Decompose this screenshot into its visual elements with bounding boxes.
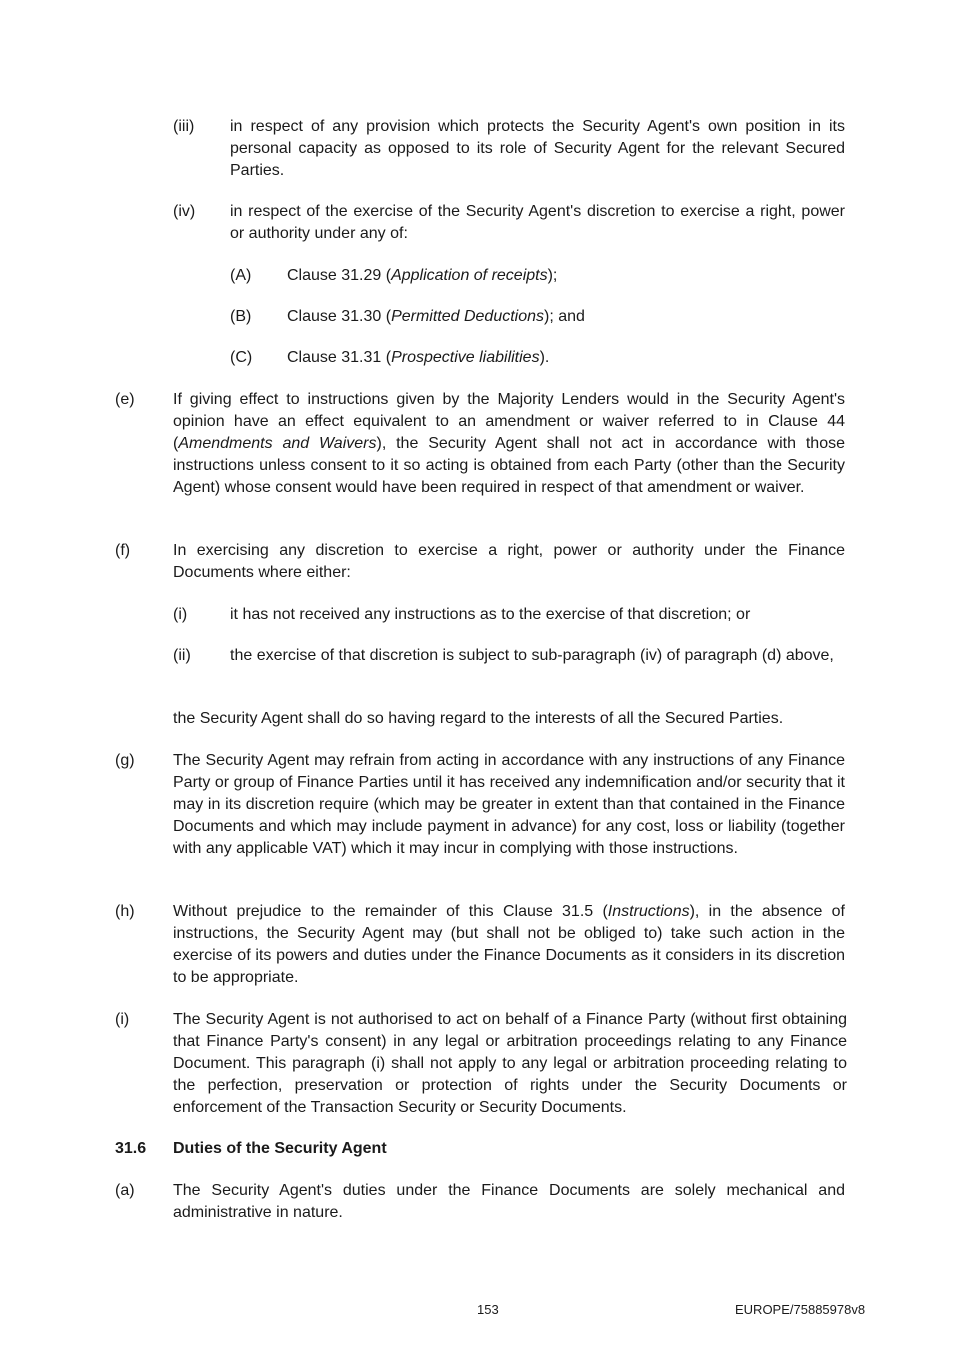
section-title: Duties of the Security Agent (173, 1140, 387, 1157)
para-iv-text: in respect of the exercise of the Security Agent's discretion to exercise a right, power or authority under any of: (230, 203, 845, 242)
para-f-tail-text: the Security Agent shall do so having regard to the interests of all the Secured Parties. (173, 710, 784, 727)
para-label-C: (C) (230, 349, 253, 366)
para-label-f-ii: (ii) (173, 647, 191, 664)
para-label-g: (g) (115, 752, 135, 769)
para-label-B: (B) (230, 308, 252, 325)
para-A-text: Clause 31.29 (Application of receipts); (287, 267, 558, 284)
para-g-text: The Security Agent may refrain from acting in accordance with any instructions of any Finance Party or group of Finance Parties until it has received any indemnification and/or security that it may in its discretion require (which may be greater in extent than that contained in the Finance Documents and which may include payment in advance) for any cost, loss or liability (together with any applicable VAT) which it may incur in complying with those instructions. (173, 752, 845, 857)
para-e-text: If giving effect to instructions given by the Majority Lenders would in the Security Agent's opinion have an effect equivalent to an amendment or waiver referred to in Clause 44 (Amendments and Waivers), the Security Agent shall not act in accordance with those instructions unless consent to it so acting is obtained from each Party (other than the Security Agent) whose consent would have been required in respect of that amendment or waiver. (173, 391, 845, 496)
para-label-A: (A) (230, 267, 252, 284)
para-iii-text: in respect of any provision which protects the Security Agent's own position in its personal capacity as opposed to its role of Security Agent for the relevant Secured Parties. (230, 118, 845, 179)
para-label-h: (h) (115, 903, 135, 920)
para-label-e: (e) (115, 391, 135, 408)
para-label-a: (a) (115, 1182, 135, 1199)
para-label-iv: (iv) (173, 203, 196, 220)
para-f-text: In exercising any discretion to exercise a right, power or authority under the Finance Documents where either: (173, 542, 845, 581)
para-f-ii-text: the exercise of that discretion is subject to sub-paragraph (iv) of paragraph (d) above, (230, 647, 834, 664)
para-i-text: The Security Agent is not authorised to act on behalf of a Finance Party (without first obtaining that Finance Party's consent) in any legal or arbitration proceedings relating to any Finance Document. This paragraph (i) shall not apply to any legal or arbitration proceeding relating to the perfection, preservation or protection of rights under the Security Documents or enforcement of the Transaction Security or Security Documents. (173, 1011, 847, 1116)
document-reference: EUROPE/75885978v8 (735, 1302, 866, 1317)
para-h-text: Without prejudice to the remainder of this Clause 31.5 (Instructions), in the absence of instructions, the Security Agent may (but shall not be obliged to) take such action in the exercise of its powers and duties under the Finance Documents as it considers in its discretion to be appropriate. (173, 903, 845, 986)
page-number: 153 (477, 1302, 499, 1317)
para-label-iii: (iii) (173, 118, 195, 135)
para-label-i: (i) (115, 1011, 130, 1028)
para-a-text: The Security Agent's duties under the Finance Documents are solely mechanical and administrative in nature. (173, 1182, 845, 1221)
para-f-i-text: it has not received any instructions as to the exercise of that discretion; or (230, 606, 751, 623)
section-number: 31.6 (115, 1140, 147, 1157)
para-B-text: Clause 31.30 (Permitted Deductions); and (287, 308, 585, 325)
para-label-f: (f) (115, 542, 131, 559)
para-C-text: Clause 31.31 (Prospective liabilities). (287, 349, 550, 366)
para-label-f-i: (i) (173, 606, 188, 623)
